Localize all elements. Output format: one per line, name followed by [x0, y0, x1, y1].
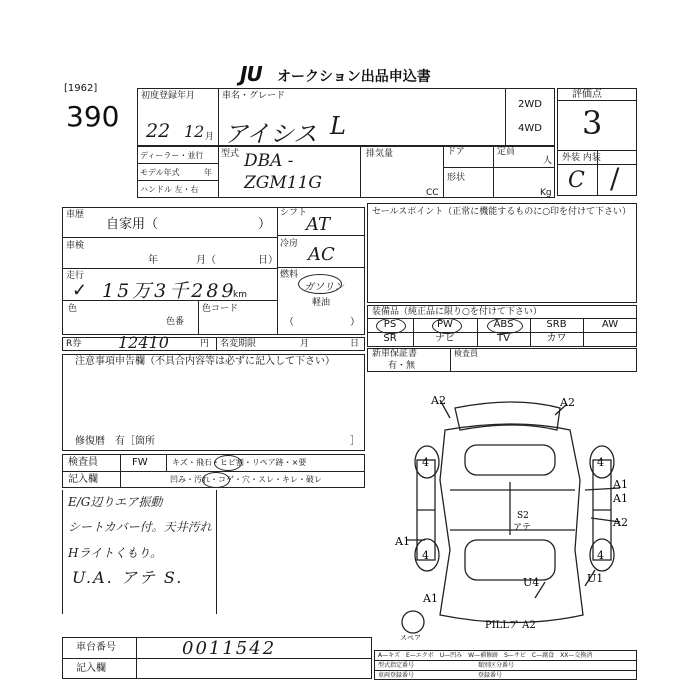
recycle-label: R券 — [66, 339, 82, 349]
name-change-day: 日 — [350, 339, 360, 349]
mark-a2-top-left: A2 — [431, 394, 446, 407]
legend-row1: A—キズ E—エクボ U—凹み W—補修跡 S—サビ C—腐食 XX—交換済 — [378, 652, 593, 659]
legend-reg-no: 登録番号 — [478, 672, 503, 679]
grade: L — [330, 112, 346, 140]
stone-chip-circle — [214, 455, 242, 471]
defects-row1: キズ・飛石・ヒビ割・リペア跡・×要 — [172, 458, 307, 467]
ac-value: AC — [308, 244, 335, 265]
first-reg-month: 12 — [184, 122, 205, 141]
lot-number: 390 — [66, 100, 120, 133]
stain-circle — [202, 472, 230, 488]
repair-label: 修復暦 有［箇所 — [75, 436, 155, 447]
ps-circle — [376, 318, 406, 334]
form-code: [1962] — [64, 83, 98, 94]
exterior-grade: C — [568, 168, 585, 193]
notes-label: 注意事項申告欄（不具合内容等は必ずに記入して下さい） — [75, 356, 335, 367]
mark-u4: U4 — [523, 576, 540, 589]
shift-label: シフト — [280, 208, 308, 218]
fuel-label: 燃料 — [280, 270, 299, 280]
wheel-mark-rl: 4 — [422, 549, 429, 562]
shift-value: AT — [306, 214, 331, 235]
wheel-mark-rr: 4 — [597, 549, 604, 562]
memo-line-4: U.A. アテ S. — [72, 568, 184, 587]
car-damage-diagram — [395, 390, 640, 640]
equipment-label: 装備品（純正品に限り○を付けて下さい） — [372, 307, 542, 317]
equip-abs[interactable]: ABS — [493, 319, 514, 330]
legend-vehicle-reg: 車両登録番号 — [378, 672, 415, 679]
mark-u1: U1 — [587, 572, 604, 585]
displacement-label: 排気量 — [366, 149, 394, 159]
shaken-day: 日） — [258, 255, 278, 266]
fw-label: FW — [132, 457, 148, 468]
fuel-paren-open: （ — [284, 317, 294, 328]
history-close: ） — [258, 217, 272, 232]
mileage-value: 15万3千289 — [102, 280, 237, 302]
auction-logo: JU — [240, 62, 262, 86]
model-year-label: モデル年式 — [140, 168, 180, 177]
first-reg-year: 22 — [146, 120, 171, 142]
model-year-unit: 年 — [204, 168, 212, 177]
wheel-mark-fl: 4 — [422, 456, 429, 469]
recycle-frame — [62, 337, 365, 351]
pw-circle — [432, 318, 462, 334]
ac-label: 冷房 — [280, 239, 299, 249]
dealer-label: ディーラー・並行 — [140, 151, 204, 160]
equipment-inspector-label: 検査員 — [454, 349, 478, 358]
equip-navi[interactable]: ナビ — [435, 333, 455, 344]
legend-class-no: 類別区分番号 — [478, 662, 515, 669]
type-label: 型式 — [221, 149, 240, 159]
door-label: ドア — [447, 147, 465, 157]
mark-a2-top-right: A2 — [560, 396, 575, 409]
weight-unit: Kg — [540, 188, 552, 198]
history-value: 自家用（ — [106, 217, 159, 232]
mark-spare: スペア — [400, 634, 421, 640]
shaken-year: 年 — [148, 255, 158, 266]
capacity-label: 定員 — [497, 147, 516, 157]
color-no-label: 色番 — [166, 317, 185, 327]
memo-line-3: Hライトくもり。 — [68, 546, 163, 560]
km-unit: km — [233, 290, 247, 300]
chassis-reg-label: 記入欄 — [76, 663, 106, 674]
car-name: アイシス — [224, 120, 318, 148]
equip-leather[interactable]: カワ — [546, 333, 567, 344]
shape-label: 形状 — [447, 173, 466, 183]
ext-int-label: 外装 内装 — [562, 153, 601, 163]
rating-value: 3 — [582, 104, 603, 142]
equip-srb[interactable]: SRB — [546, 319, 567, 330]
sales-point-frame — [367, 203, 637, 303]
first-reg-month-unit: 月 — [205, 132, 215, 142]
mark-a2-right-mid: A2 — [613, 516, 628, 529]
equip-tv[interactable]: TV — [497, 333, 510, 344]
defects-row2: 凹み・汚れ・コゲ・穴・スレ・キレ・破レ — [170, 475, 322, 484]
shaken-month: 月（ — [196, 255, 216, 266]
fuel-diesel: 軽油 — [312, 298, 331, 308]
warranty-label: 新車保証書 — [372, 349, 418, 359]
mark-a1-lower: A1 — [423, 592, 438, 605]
wd4-option: 4WD — [518, 123, 542, 134]
car-grade-label: 車名・グレード — [222, 91, 286, 101]
name-change-month: 月 — [300, 339, 310, 349]
mark-a1-right-upper: A1 — [613, 478, 628, 491]
form-title: オークション出品申込書 — [277, 69, 431, 85]
type-value: DBA -ZGM11G — [244, 151, 323, 193]
recycle-value: 12410 — [118, 333, 169, 352]
mark-a1-left: A1 — [395, 535, 410, 548]
interior-grade: / — [610, 162, 620, 195]
fuel-paren-close: ） — [350, 317, 360, 328]
abs-circle — [487, 318, 523, 334]
capacity-unit: 人 — [543, 156, 553, 166]
first-reg-label: 初度登録年月 — [141, 91, 196, 101]
equip-ps[interactable]: PS — [383, 319, 397, 330]
equip-pw[interactable]: PW — [437, 319, 453, 330]
equip-sr[interactable]: SR — [383, 333, 397, 344]
mileage-label: 走行 — [66, 271, 85, 281]
handle-label: ハンドル 左・右 — [140, 185, 199, 194]
repair-close: ］ — [350, 436, 360, 447]
history-label: 車歴 — [66, 210, 85, 220]
name-change-label: 名変期限 — [220, 339, 257, 349]
mark-pte: アテ — [513, 523, 532, 533]
rating-label: 評価点 — [572, 89, 602, 100]
memo-line-1: E/G辺りエア振動 — [68, 495, 163, 509]
wd2-option: 2WD — [518, 99, 542, 110]
sales-point-label: セールスポイント（正常に機能するものに○印を付けて下さい） — [372, 207, 632, 217]
chassis-label: 車台番号 — [76, 642, 116, 653]
recycle-unit: 円 — [200, 339, 210, 349]
mark-a1-right-mid: A1 — [613, 492, 628, 505]
inspector-label: 検査員 — [68, 457, 98, 468]
fuel-value: ガソリン — [304, 282, 344, 293]
fuel-circle — [298, 274, 342, 294]
mark-pillar: PILLア A2 — [485, 620, 536, 631]
cc-unit: CC — [426, 188, 439, 198]
memo-label: 記入欄 — [68, 474, 98, 485]
mark-s2: S2 — [517, 511, 529, 521]
legend-type-no: 型式指定番号 — [378, 662, 415, 669]
wheel-mark-fr: 4 — [597, 456, 604, 469]
shaken-label: 車検 — [66, 241, 85, 251]
warranty-options: 有・無 — [388, 361, 416, 371]
equip-aw[interactable]: AW — [601, 319, 619, 330]
color-code-label: 色コード — [202, 304, 239, 314]
chassis-value: 0011542 — [182, 638, 277, 659]
color-label: 色 — [68, 304, 78, 314]
mileage-check: ✓ — [72, 280, 88, 301]
memo-line-2: シートカバー付。天井汚れ — [68, 520, 212, 534]
